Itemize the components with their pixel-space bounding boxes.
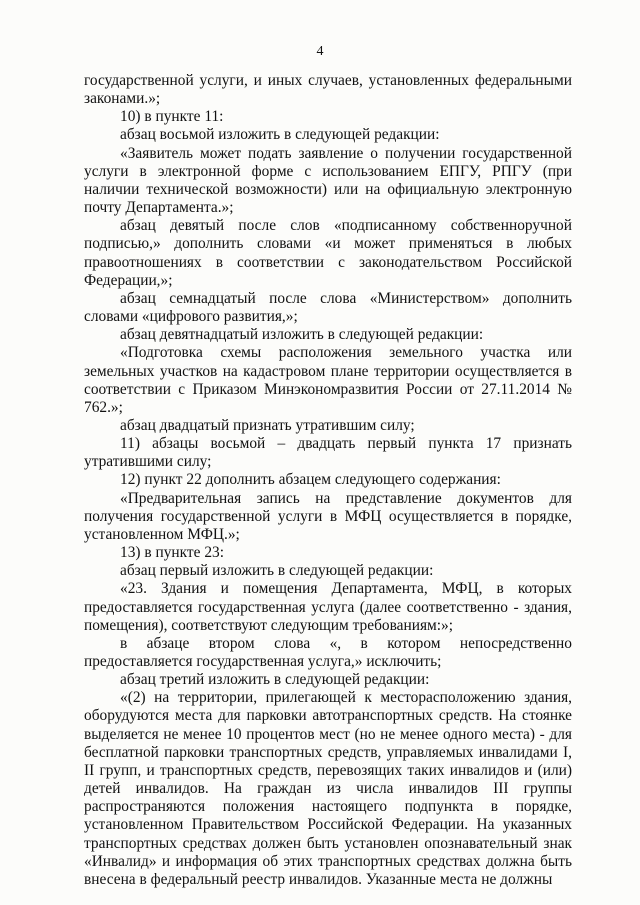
document-body	[84, 72, 572, 889]
paragraph: абзац девятый после слов «подписанному собственноручной подписью,» дополнить словами «и может применяться в любых правоотношениях в соответствии с законодательством Российской Федерации,»;	[84, 217, 572, 289]
paragraph: абзац двадцатый признать утратившим силу;	[120, 416, 415, 434]
paragraph: в абзаце втором слова «, в котором непосредственно предоставляется государственная услуга,» исключить;	[84, 634, 572, 670]
paragraph: 10) в пункте 11:	[120, 108, 224, 126]
paragraph: 12) пункт 22 дополнить абзацем следующего содержания:	[120, 471, 501, 489]
paragraph: абзац семнадцатый после слова «Министерством» дополнить словами «цифрового развития,»;	[84, 289, 572, 326]
paragraph: абзац третий изложить в следующей редакции:	[120, 671, 430, 689]
paragraph: 11) абзацы восьмой – двадцать первый пункта 17 признать утратившими силу;	[84, 435, 572, 471]
paragraph: 13) в пункте 23:	[120, 544, 224, 562]
paragraph: «23. Здания и помещения Департамента, МФЦ, в которых предоставляется государственная услуга (далее соответственно - здания, помещения), соответствуют следующим требованиям:»;	[84, 580, 572, 634]
paragraph: «Предварительная запись на представление документов для получения государственной услуги в МФЦ осуществляется в порядке, установленном МФЦ.»;	[84, 489, 572, 543]
page-number: 4	[316, 44, 324, 59]
paragraph: государственной услуги, и иных случаев, установленных федеральными законами.»;	[84, 72, 572, 108]
paragraph: абзац восьмой изложить в следующей редакции:	[120, 126, 440, 144]
paragraph: «Заявитель может подать заявление о получении государственной услуги в электронной форме с использованием ЕПГУ, РПГУ (при наличии технической возможности) или на официальную электронную почту Департамента.»;	[84, 144, 572, 217]
paragraph: абзац первый изложить в следующей редакции:	[120, 562, 434, 580]
paragraph: «Подготовка схемы расположения земельного участка или земельных участков на кадастровом плане территории осуществляется в соответствии с Приказом Минэкономразвития России от 27.11.2014 № 762.»;	[84, 344, 572, 416]
paragraph: «(2) на территории, прилегающей к месторасположению здания, оборудуются места для парковки автотранспортных средств. На стоянке выделяется не менее 10 процентов мест (но не менее одного места) - для бесплатной парковки транспортных средств, управляемых инвалидами I, II групп, и транспортных средств, перевозящих таких инвалидов и (или) детей инвалидов. На граждан из числа инвалидов III группы распространяются положения настоящего подпункта в порядке, установленном Правительством Российской Федерации. На указанных транспортных средствах должен быть установлен опознавательный знак «Инвалид» и информация об этих транспортных средствах должна быть внесена в федеральный реестр инвалидов. Указанные места не должны	[84, 689, 572, 888]
paragraph: абзац девятнадцатый изложить в следующей редакции:	[120, 326, 484, 344]
